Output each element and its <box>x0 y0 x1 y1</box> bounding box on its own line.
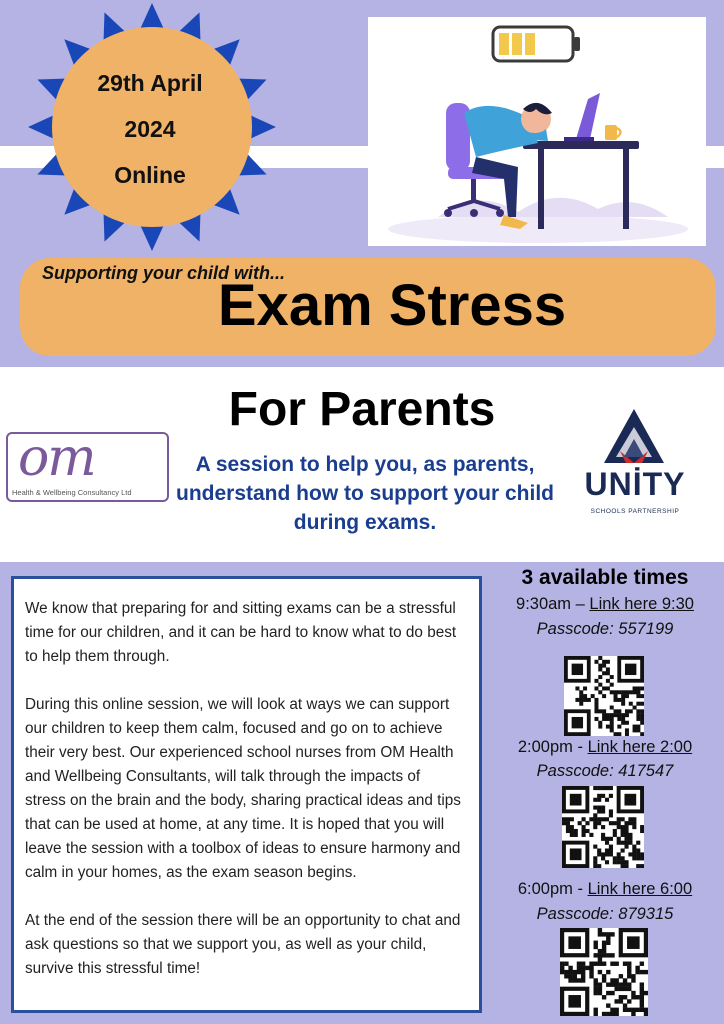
join-link-2[interactable]: Link here 2:00 <box>587 738 693 756</box>
passcode-3: Passcode: 879315 <box>536 905 674 923</box>
time-slot-3 <box>490 880 720 899</box>
paragraph: At the end of the session there will be an opportunity to chat and ask questions so that we support you, as well as your child, survive this stressful time! <box>25 912 461 977</box>
qr-code-icon[interactable] <box>562 786 644 868</box>
time-slot-2 <box>490 738 720 757</box>
join-link-3[interactable]: Link here 6:00 <box>587 880 693 898</box>
unity-logo-name: UNİTY <box>584 466 686 502</box>
session-details-text <box>25 597 465 1005</box>
paragraph: We know that preparing for and sitting exams can be a stressful time for our children, and it can be hard to know what to do best to help them through. <box>25 600 457 665</box>
battery-low-icon <box>493 27 580 61</box>
time-slot-1 <box>490 595 720 614</box>
stressed-student-illustration <box>368 17 706 246</box>
slot-time: 9:30am – <box>516 595 590 613</box>
date-line-2: 2024 <box>124 116 176 142</box>
slot-time: 2:00pm - <box>517 738 588 756</box>
banner-subtitle: Supporting your child with... <box>42 263 285 283</box>
banner-title: Exam Stress <box>217 273 567 338</box>
qr-code-icon[interactable] <box>560 928 648 1016</box>
event-format: Online <box>114 162 186 188</box>
passcode-1: Passcode: 557199 <box>536 620 674 638</box>
paragraph: During this online session, we will look at ways we can support our children to keep them calm, focused and go on to achieve their very best. Our experienced school nurses from OM Health and Wellbeing Consultants, will talk through the impacts of stress on the brain and the body, sharing practical ideas and tips that can be used at home, at any time. It is hoped that you will leave the session with a toolbox of ideas to ensure harmony and calm in your homes, as the exam season begins. <box>25 696 461 881</box>
times-title: 3 available times <box>521 566 689 589</box>
illustration-panel <box>368 17 706 246</box>
om-logo-tagline: Health & Wellbeing Consultancy Ltd <box>12 488 132 497</box>
om-logo-mark: om <box>18 428 95 488</box>
join-link-1[interactable]: Link here 9:30 <box>589 595 694 613</box>
date-line-1: 29th April <box>97 70 203 96</box>
passcode-2: Passcode: 417547 <box>536 762 674 780</box>
audience-title: For Parents <box>228 383 496 436</box>
qr-code-icon[interactable] <box>564 656 644 736</box>
event-date-badge <box>50 60 250 198</box>
slot-time: 6:00pm - <box>517 880 588 898</box>
unity-logo-subtitle: SCHOOLS PARTNERSHIP <box>590 508 680 515</box>
session-description: A session to help you, as parents, understand how to support your child during exams. <box>176 453 554 534</box>
